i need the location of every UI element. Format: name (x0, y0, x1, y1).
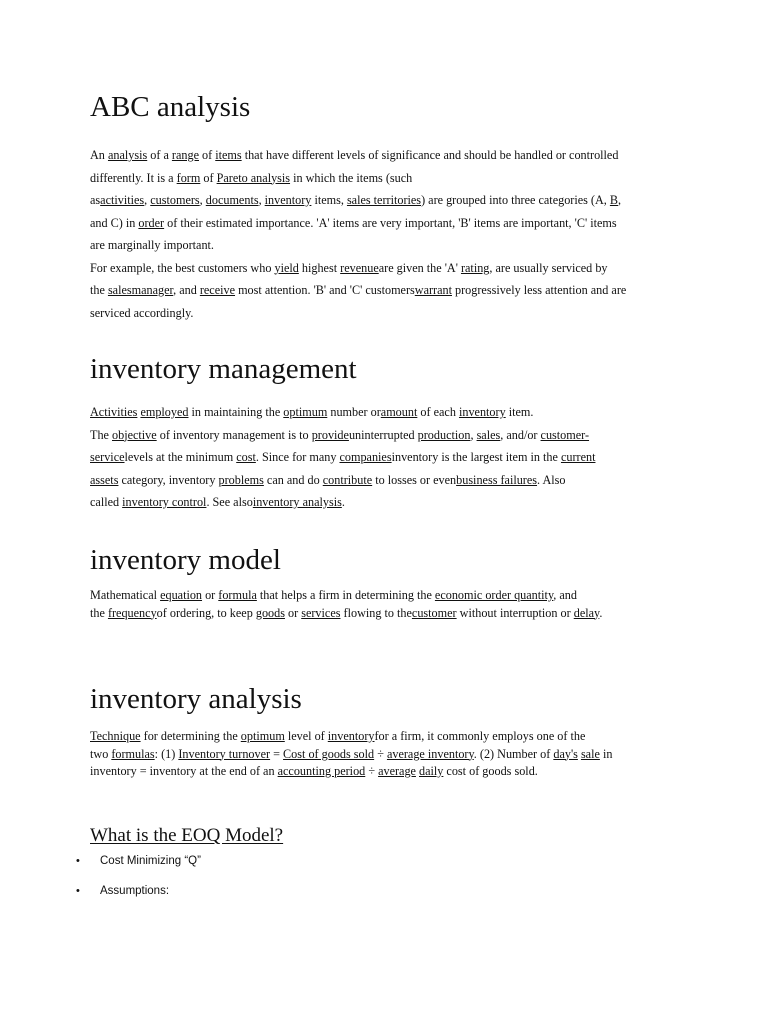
inline-link[interactable]: services (301, 605, 341, 620)
list-item-text: Assumptions: (100, 885, 170, 897)
text-run: . See also (206, 495, 253, 509)
text-run: , (618, 193, 622, 207)
text-line (90, 728, 690, 746)
text-run: . (599, 605, 603, 620)
text-run: in (599, 746, 613, 761)
text-line (90, 605, 690, 623)
text-run: , (199, 193, 206, 207)
text-run: highest (298, 260, 341, 275)
section-heading-inventory-model: inventory model (90, 544, 281, 576)
text-run: inventory is the largest item in the (391, 450, 561, 464)
text-run: ÷ (365, 764, 379, 778)
text-run: items, (311, 193, 347, 207)
inline-link[interactable]: optimum (283, 405, 328, 419)
text-run: , and/or (500, 427, 541, 442)
inline-link[interactable]: problems (218, 472, 264, 487)
list-item (76, 854, 201, 884)
inline-link[interactable]: form (176, 170, 201, 185)
text-run: . (2) Number of (473, 746, 554, 761)
inline-link[interactable]: sale (580, 746, 600, 761)
inline-link[interactable]: items (215, 148, 242, 162)
text-run: levels at the minimum (124, 450, 237, 464)
text-run: . (341, 495, 345, 509)
text-run: . Also (537, 472, 566, 487)
text-line (90, 167, 690, 190)
inline-link[interactable]: amount (380, 405, 418, 419)
text-run: = (270, 746, 284, 761)
inline-link[interactable]: inventory control (122, 495, 207, 509)
inline-link[interactable]: warrant (414, 283, 452, 297)
text-run: of a (147, 148, 172, 162)
text-line (90, 763, 690, 781)
inline-link[interactable]: average (378, 764, 416, 778)
inline-link[interactable]: production (417, 427, 471, 442)
inline-link[interactable]: equation (160, 588, 203, 602)
text-run: differently. It is a (90, 170, 177, 185)
text-line (90, 746, 690, 764)
text-line (90, 424, 690, 447)
text-line (90, 257, 690, 280)
inline-link[interactable]: sales territories (346, 193, 422, 207)
inline-link[interactable]: customer- (540, 427, 590, 442)
text-run: cost of goods sold. (443, 764, 538, 778)
text-run: of inventory management is to (156, 427, 312, 442)
eoq-heading: What is the EOQ Model? (90, 825, 284, 846)
inline-link[interactable]: service (90, 450, 125, 464)
inline-link[interactable]: objective (112, 427, 157, 442)
text-run: are given the 'A' (378, 260, 461, 275)
text-run: , (144, 193, 151, 207)
inline-link[interactable]: yield (274, 260, 299, 275)
text-run: ÷ (374, 746, 387, 761)
text-run: For example, the best customers who (90, 260, 275, 275)
text-run: the (90, 283, 108, 297)
text-run: progressively less attention and are (451, 283, 627, 297)
text-line (90, 469, 690, 492)
inline-link[interactable]: accounting period (277, 764, 366, 778)
text-run: and C) in (90, 215, 139, 230)
text-run: of each (417, 405, 459, 419)
text-run: to losses or even (372, 472, 457, 487)
inline-link[interactable]: cost (236, 450, 256, 464)
inline-link[interactable]: frequency (107, 605, 157, 620)
inline-link[interactable]: order (138, 215, 165, 230)
text-run: for a firm, it commonly employs one of the (374, 729, 586, 743)
text-line (90, 144, 690, 167)
inline-link[interactable]: customers (150, 193, 200, 207)
text-run: , and (173, 283, 200, 297)
inline-link[interactable]: Technique (90, 729, 141, 743)
inline-link[interactable]: average inventory (386, 746, 474, 761)
inline-link[interactable]: Activities (90, 405, 138, 419)
text-line (90, 234, 690, 257)
text-run: : (1) (154, 746, 179, 761)
inline-link[interactable]: companies (339, 450, 392, 464)
text-run: in maintaining the (188, 405, 284, 419)
text-run: of their estimated importance. 'A' items are very important, 'B' items are important, 'C' items (164, 215, 617, 230)
section-body-inventory-model (90, 587, 690, 622)
inline-link[interactable]: inventory (458, 405, 506, 419)
text-line (90, 446, 690, 469)
inline-link[interactable]: Cost of goods sold (283, 746, 375, 761)
inline-link[interactable]: economic order quantity (434, 588, 554, 602)
text-line (90, 212, 690, 235)
inline-link[interactable]: goods (255, 605, 285, 620)
inline-link[interactable]: inventory (264, 193, 312, 207)
inline-link[interactable]: receive (199, 283, 236, 297)
inline-link[interactable]: customer (411, 605, 457, 620)
inline-link[interactable]: optimum (240, 729, 285, 743)
text-run: of (199, 148, 216, 162)
inline-link[interactable]: rating (460, 260, 490, 275)
text-run: called (90, 495, 123, 509)
text-run: , (470, 427, 477, 442)
section-body-inventory-analysis (90, 728, 690, 781)
text-run: of (200, 170, 217, 185)
text-run: category, inventory (118, 472, 219, 487)
inline-link[interactable]: contribute (322, 472, 373, 487)
text-run: Mathematical (90, 588, 161, 602)
section-heading-abc-analysis: ABC analysis (90, 91, 251, 123)
text-line (90, 302, 690, 325)
text-run: level of (284, 729, 328, 743)
inline-link[interactable]: daily (419, 764, 444, 778)
bullet-icon: • (76, 855, 80, 867)
inline-link[interactable]: Pareto analysis (216, 170, 291, 185)
text-run: for determining the (140, 729, 241, 743)
text-run: ) are grouped into three categories (A, (421, 193, 610, 207)
text-run: are marginally important. (90, 238, 214, 252)
text-run: inventory = inventory at the end of an (90, 764, 278, 778)
section-heading-inventory-analysis: inventory analysis (90, 683, 302, 715)
inline-link[interactable]: business failures (456, 472, 538, 487)
text-line (90, 189, 690, 212)
inline-link[interactable]: delay (573, 605, 600, 620)
inline-link[interactable]: salesmanager (107, 283, 174, 297)
inline-link[interactable]: inventory (327, 729, 375, 743)
inline-link[interactable]: employed (140, 405, 189, 419)
text-run: , (258, 193, 265, 207)
inline-link[interactable]: analysis (107, 148, 148, 162)
text-line (90, 587, 690, 605)
inline-link[interactable]: range (171, 148, 199, 162)
inline-link[interactable]: provide (311, 427, 349, 442)
bullet-icon: • (76, 885, 80, 897)
text-run: can and do (263, 472, 323, 487)
text-run: the (90, 605, 108, 620)
text-run: of ordering, to keep (156, 605, 256, 620)
text-run: flowing to the (340, 605, 412, 620)
inline-link[interactable]: current (560, 450, 596, 464)
text-run: serviced accordingly. (90, 305, 194, 320)
inline-link[interactable]: B (609, 193, 619, 207)
text-run: that helps a firm in determining the (256, 588, 435, 602)
section-heading-inventory-management: inventory management (90, 353, 357, 385)
section-body-abc-analysis (90, 144, 690, 324)
text-run: The (90, 427, 112, 442)
eoq-bullet-list (76, 854, 201, 914)
text-run: most attention. 'B' and 'C' customers (235, 283, 415, 297)
inline-link[interactable]: formula (218, 588, 257, 602)
text-run: without interruption or (456, 605, 574, 620)
text-run: that have different levels of significance and should be handled or controlled (241, 148, 619, 162)
inline-link[interactable]: assets (90, 472, 119, 487)
text-run: or (202, 588, 219, 602)
text-run: item. (505, 405, 534, 419)
inline-link[interactable]: formulas (111, 746, 155, 761)
list-item-text: Cost Minimizing “Q” (100, 855, 201, 867)
inline-link[interactable]: activities (100, 193, 145, 207)
text-run: or (284, 605, 302, 620)
text-run: , are usually serviced by (489, 260, 608, 275)
text-line (90, 279, 690, 302)
inline-link[interactable]: Inventory turnover (178, 746, 271, 761)
inline-link[interactable]: day's (553, 746, 578, 761)
text-run: number or (327, 405, 381, 419)
text-run: in which the items (such (290, 170, 413, 185)
text-run: as (90, 193, 101, 207)
text-run: . Since for many (255, 450, 340, 464)
text-run: An (90, 148, 108, 162)
inline-link[interactable]: revenue (340, 260, 379, 275)
text-run: , and (553, 588, 577, 602)
text-line (90, 491, 690, 514)
inline-link[interactable]: sales (476, 427, 501, 442)
text-line (90, 401, 690, 424)
text-run: two (90, 746, 112, 761)
section-body-inventory-management (90, 401, 690, 514)
inline-link[interactable]: documents (205, 193, 259, 207)
text-run: uninterrupted (348, 427, 418, 442)
list-item (76, 884, 201, 914)
inline-link[interactable]: inventory analysis (252, 495, 342, 509)
